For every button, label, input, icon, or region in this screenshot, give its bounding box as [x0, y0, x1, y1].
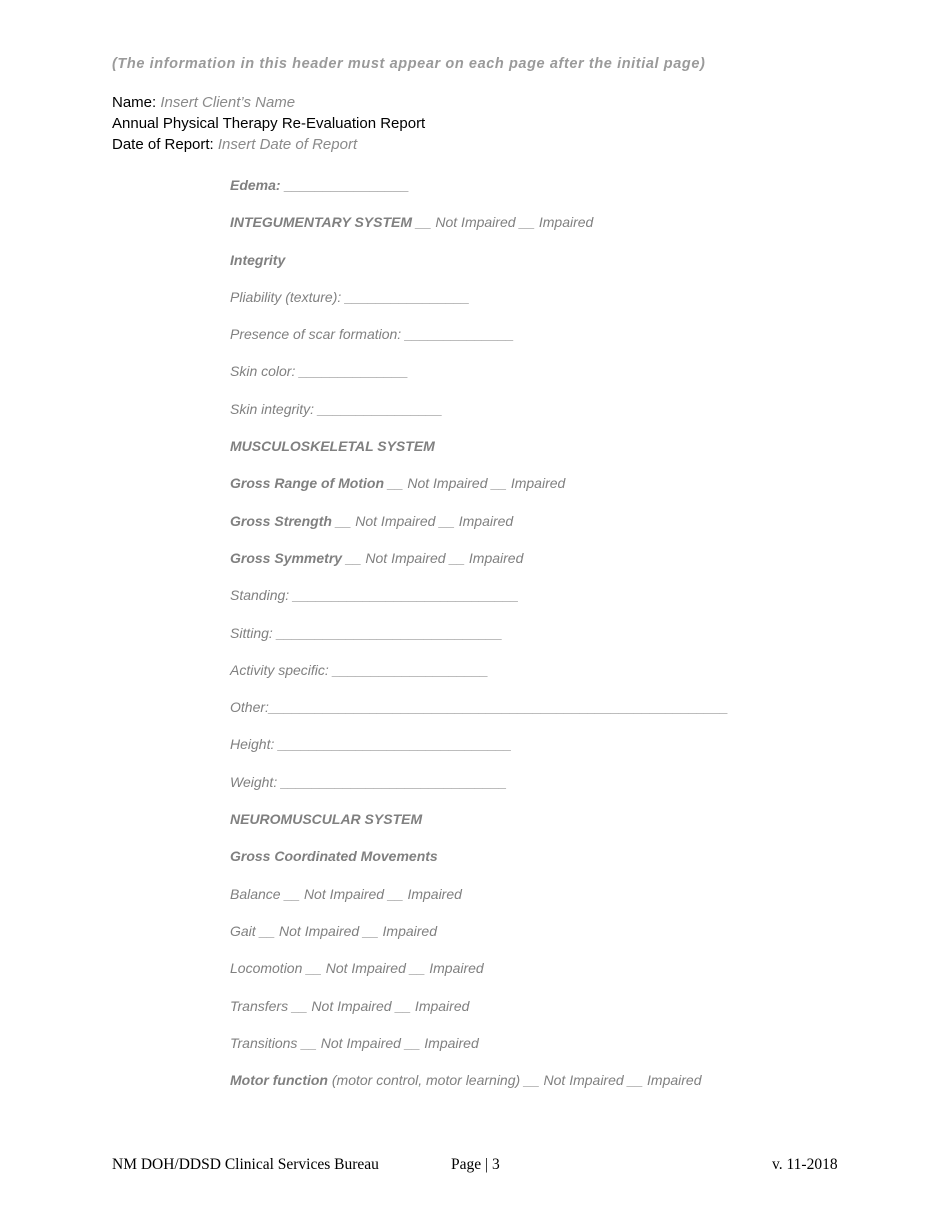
integumentary-heading: INTEGUMENTARY SYSTEM — [230, 214, 413, 231]
neuromuscular-heading: NEUROMUSCULAR SYSTEM — [230, 811, 423, 828]
skin-color-field[interactable]: Skin color: ______________ — [230, 363, 409, 380]
report-date-line — [112, 136, 357, 154]
footer-page-number: Page | 3 — [451, 1156, 500, 1173]
rom-label: Gross Range of Motion — [230, 475, 384, 492]
motor-function-row[interactable] — [230, 1071, 830, 1108]
strength-options: __ Not Impaired __ Impaired — [331, 512, 514, 529]
motor-label: Motor function — [230, 1072, 328, 1089]
range-of-motion-row[interactable] — [230, 474, 830, 511]
skin-integrity-field[interactable]: Skin integrity: ________________ — [230, 400, 443, 417]
report-title: Annual Physical Therapy Re-Evaluation Report — [112, 115, 426, 132]
client-name-line — [112, 94, 295, 112]
motor-options: (motor control, motor learning) __ Not Impaired __ Impaired — [327, 1072, 702, 1089]
transitions-row[interactable]: Transitions __ Not Impaired __ Impaired — [230, 1034, 479, 1051]
integumentary-system-row[interactable] — [230, 213, 830, 250]
scar-formation-field[interactable]: Presence of scar formation: ______________ — [230, 326, 515, 343]
standing-field[interactable]: Standing: _____________________________ — [230, 587, 519, 604]
footer-bureau: NM DOH/DDSD Clinical Services Bureau — [112, 1156, 379, 1173]
symmetry-label: Gross Symmetry — [230, 549, 343, 566]
transfers-row[interactable]: Transfers __ Not Impaired __ Impaired — [230, 997, 470, 1014]
name-label: Name: — [112, 94, 161, 111]
integumentary-options: __ Not Impaired __ Impaired — [412, 214, 594, 231]
client-name-placeholder[interactable]: Insert Client’s Name — [160, 94, 296, 111]
musculoskeletal-heading: MUSCULOSKELETAL SYSTEM — [230, 438, 435, 455]
activity-specific-field[interactable]: Activity specific: ____________________ — [230, 661, 489, 678]
strength-label: Gross Strength — [230, 512, 332, 529]
locomotion-row[interactable]: Locomotion __ Not Impaired __ Impaired — [230, 960, 484, 977]
height-field[interactable]: Height: ______________________________ — [230, 736, 512, 753]
other-field[interactable]: Other:___________________________________________________________ — [230, 699, 729, 716]
footer-version: v. 11-2018 — [772, 1156, 838, 1173]
weight-field[interactable]: Weight: _____________________________ — [230, 773, 507, 790]
symmetry-options: __ Not Impaired __ Impaired — [342, 549, 524, 566]
strength-row[interactable] — [230, 512, 830, 549]
pliability-field[interactable]: Pliability (texture): ________________ — [230, 288, 470, 305]
rom-options: __ Not Impaired __ Impaired — [384, 475, 566, 492]
coordinated-movements-heading: Gross Coordinated Movements — [230, 848, 438, 865]
report-date-placeholder[interactable]: Insert Date of Report — [217, 136, 358, 153]
sitting-field[interactable]: Sitting: _____________________________ — [230, 624, 503, 641]
integrity-heading: Integrity — [230, 251, 286, 268]
header-instruction-note: (The information in this header must appear on each page after the initial page) — [112, 56, 706, 72]
evaluation-form — [230, 176, 830, 1108]
balance-row[interactable]: Balance __ Not Impaired __ Impaired — [230, 885, 462, 902]
symmetry-row[interactable] — [230, 549, 830, 586]
gait-row[interactable]: Gait __ Not Impaired __ Impaired — [230, 922, 437, 939]
edema-field[interactable]: Edema: ________________ — [230, 177, 410, 193]
date-label: Date of Report: — [112, 136, 218, 153]
